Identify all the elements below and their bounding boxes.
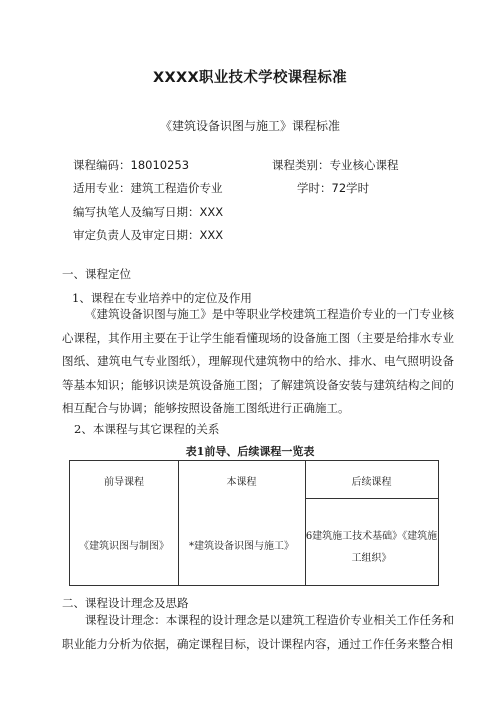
table-cell-post-line-2: 工组织》	[351, 553, 392, 564]
course-code-label: 课程编码：	[73, 158, 131, 172]
section-1-1-heading: 1、课程在专业培养中的定位及作用	[72, 291, 252, 305]
major-value: 建筑工程造价专业	[130, 181, 223, 195]
course-type-label: 课程类别：	[272, 158, 330, 172]
section-1-heading: 一、课程定位	[62, 267, 131, 281]
table-cell-post-line-1: 6建筑施工技术基础》《建筑施	[305, 531, 438, 542]
document-title: XXXX职业技术学校课程标准	[153, 70, 347, 86]
course-code-value: 18010253	[130, 158, 190, 172]
course-type-row	[272, 157, 399, 173]
hours-value: 72学时	[331, 181, 370, 195]
section-2-heading: 二、课程设计理念及思路	[62, 596, 189, 610]
course-standard-subtitle: 《建筑设备识图与施工》课程标准	[159, 119, 340, 133]
hours-row	[297, 180, 369, 196]
table-divider	[305, 498, 438, 499]
reviewer-row	[73, 227, 223, 243]
section-2-paragraph: 课程设计理念：本课程的设计理念是以建筑工程造价专业相关工作任务和职业能力分析为依据，确定课程目标，设计课程内容，通过工作任务来整合相	[62, 613, 454, 651]
reviewer-label: 审定负责人及审定日期：	[73, 228, 200, 242]
table-header-current: 本课程	[226, 477, 257, 488]
table-caption: 表1前导、后续课程一览表	[185, 445, 315, 458]
course-type-value: 专业核心课程	[329, 158, 399, 172]
author-row	[73, 204, 223, 220]
major-row	[73, 180, 223, 196]
author-value: XXX	[199, 205, 224, 219]
hours-label: 学时：	[297, 181, 332, 195]
course-code-row	[73, 157, 189, 173]
table-header-post: 后续课程	[351, 477, 392, 488]
major-label: 适用专业：	[73, 181, 131, 195]
section-1-1-paragraph: 《建筑设备识图与施工》是中等职业学校建筑工程造价专业的一门专业核心课程，其作用主要在于让学生能看懂现场的设备施工图（主要是给排水专业图纸、建筑电气专业图纸），理解现代建筑物中的给水、排水、电气照明设备等基本知识；能够识读是筑设备施工图；了解建筑设备安装与建筑结构之间的相互配合与协调；能够按照设备施工图纸进行正确施工。	[62, 307, 454, 416]
table-header-pre: 前导课程	[104, 477, 144, 488]
table-cell-pre: 《建筑识图与制图》	[79, 541, 169, 552]
reviewer-value: XXX	[199, 228, 224, 242]
course-relation-table	[69, 460, 439, 586]
section-1-2-heading: 2、本课程与其它课程的关系	[74, 422, 220, 436]
table-cell-current: *建筑设备识图与施工》	[189, 541, 294, 552]
author-label: 编写执笔人及编写日期：	[73, 205, 200, 219]
